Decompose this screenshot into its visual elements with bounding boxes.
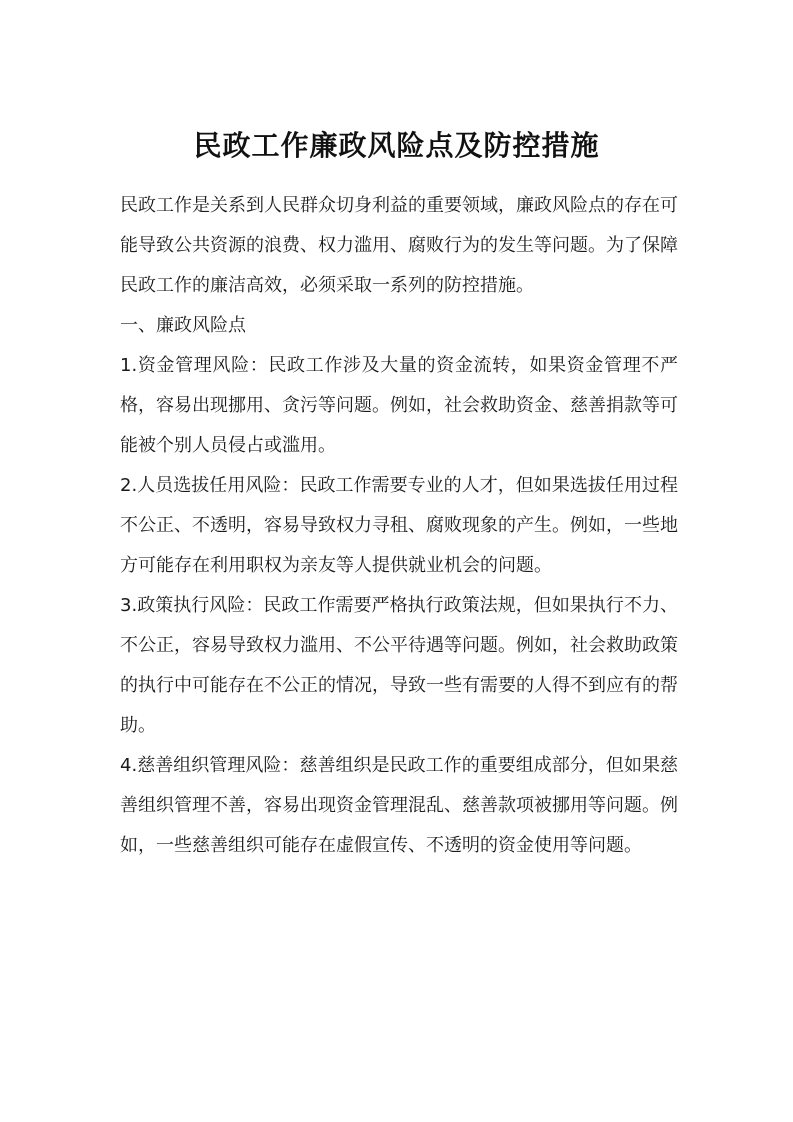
risk-item-personnel: 2.人员选拔任用风险：民政工作需要专业的人才，但如果选拔任用过程不公正、不透明，容易导致权力寻租、腐败现象的产生。例如，一些地方可能存在利用职权为亲友等人提供就业机会的问题。 <box>120 475 678 576</box>
section-heading-risk-points: 一、廉政风险点 <box>120 315 246 336</box>
risk-item-policy: 3.政策执行风险：民政工作需要严格执行政策法规，但如果执行不力、不公正，容易导致权力滥用、不公平待遇等问题。例如，社会救助政策的执行中可能存在不公正的情况，导致一些有需要的人得不到应有的帮助。 <box>120 595 678 736</box>
risk-item-funds: 1.资金管理风险：民政工作涉及大量的资金流转，如果资金管理不严格，容易出现挪用、贪污等问题。例如，社会救助资金、慈善捐款等可能被个别人员侵占或滥用。 <box>120 355 678 456</box>
intro-paragraph: 民政工作是关系到人民群众切身利益的重要领域，廉政风险点的存在可能导致公共资源的浪费、权力滥用、腐败行为的发生等问题。为了保障民政工作的廉洁高效，必须采取一系列的防控措施。 <box>120 195 678 296</box>
document-body <box>120 186 678 866</box>
document-title: 民政工作廉政风险点及防控措施 <box>193 129 600 162</box>
risk-item-charity: 4.慈善组织管理风险：慈善组织是民政工作的重要组成部分，但如果慈善组织管理不善，容易出现资金管理混乱、慈善款项被挪用等问题。例如，一些慈善组织可能存在虚假宣传、不透明的资金使用等问题。 <box>120 755 678 856</box>
